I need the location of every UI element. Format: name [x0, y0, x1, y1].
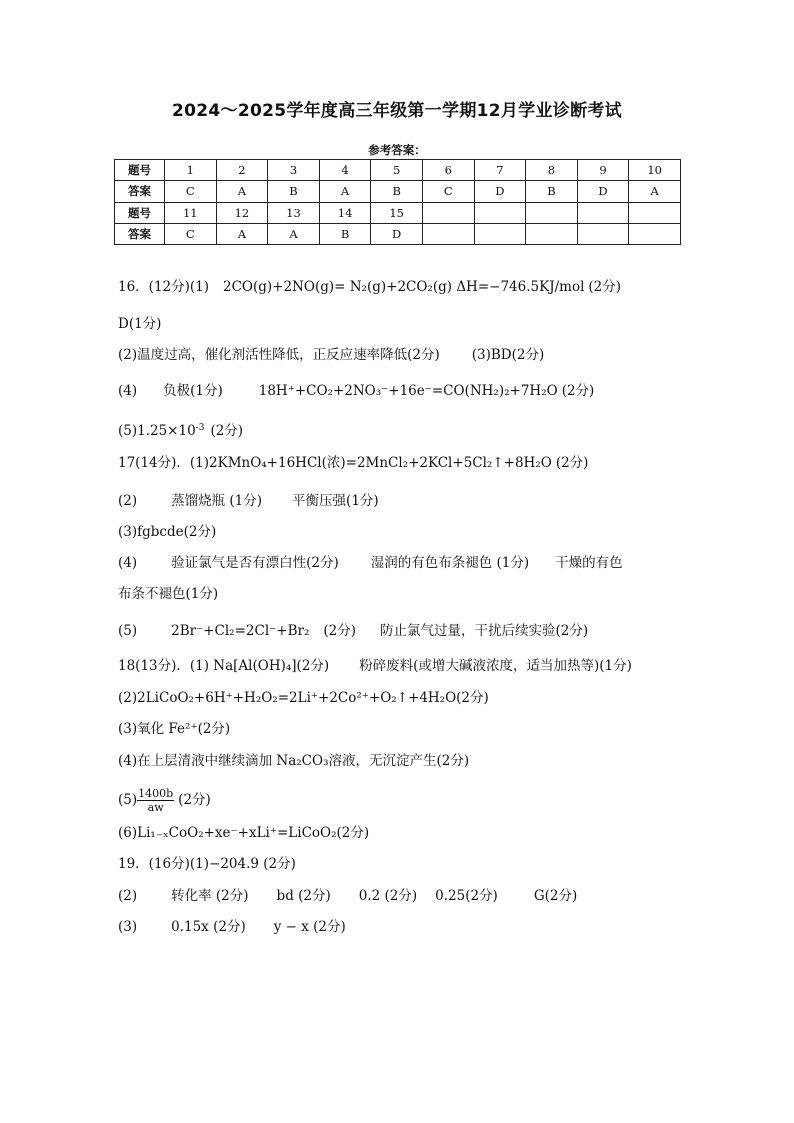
row-label-answer: 答案: [115, 223, 165, 244]
q17-part4-label: (4): [118, 555, 138, 571]
q16-line4: [118, 381, 594, 401]
q18-part1-b: 粉碎废料(或增大碱液浓度，适当加热等)(1分): [359, 658, 632, 674]
table-cell: [629, 202, 681, 223]
q19-part3-b: y − x (2分): [273, 919, 346, 935]
page-title: 2024～2025学年度高三年级第一学期12月学业诊断考试: [172, 101, 622, 121]
table-cell: 13: [268, 202, 320, 223]
row-label-question: 题号: [115, 202, 165, 223]
table-cell: 3: [268, 160, 320, 181]
table-cell: C: [422, 181, 474, 202]
table-cell: 4: [319, 160, 371, 181]
q17-line1: [118, 453, 588, 473]
q17-part4-c: 干燥的有色: [555, 555, 623, 571]
q17-part2-b: 平衡压强(1分): [292, 493, 379, 509]
q19-line3: [118, 917, 346, 937]
q18-part5-label: (5): [118, 792, 138, 808]
table-cell: B: [319, 223, 371, 244]
q16-line1: [118, 277, 621, 297]
table-cell: 5: [371, 160, 423, 181]
table-cell: D: [577, 181, 629, 202]
table-cell: D: [371, 223, 423, 244]
table-cell: C: [165, 181, 217, 202]
fraction-numerator: 1400b: [138, 787, 174, 800]
table-cell: A: [629, 181, 681, 202]
q18-part5-score: (2分): [178, 792, 211, 808]
table-cell: B: [268, 181, 320, 202]
q18-line1: [118, 656, 632, 676]
q17-part4-b: 湿润的有色布条褪色 (1分): [370, 555, 530, 571]
q17-part2-label: (2): [118, 493, 138, 509]
q17-line4: [118, 553, 623, 573]
q16-part5-score: (2分): [210, 423, 244, 439]
table-cell: [577, 223, 629, 244]
q16-part4-equation: 18H⁺+CO₂+2NO₃⁻+16e⁻=CO(NH₂)₂+7H₂O: [258, 383, 558, 399]
q16-heading: 16．(12分)(1): [118, 279, 210, 295]
q16-line2: D(1分): [118, 316, 162, 332]
answer-table: [114, 159, 681, 245]
table-row-question-2: [115, 202, 681, 223]
q17-equation: 2KMnO₄+16HCl(浓)=2MnCl₂+2KCl+5Cl₂↑+8H₂O: [209, 455, 552, 471]
table-cell: B: [371, 181, 423, 202]
q16-equation-score: (2分): [588, 279, 622, 295]
q16-part2: (2)温度过高，催化剂活性降低，正反应速率降低(2分): [118, 347, 440, 363]
table-cell: [526, 223, 578, 244]
table-cell: C: [165, 223, 217, 244]
row-label-question: 题号: [115, 160, 165, 181]
table-row-question-1: [115, 160, 681, 181]
table-cell: [629, 223, 681, 244]
q17-part5-score: (2分): [323, 623, 356, 639]
table-cell: [474, 202, 526, 223]
table-cell: [577, 202, 629, 223]
table-cell: 7: [474, 160, 526, 181]
q17-line2: [118, 491, 379, 511]
table-cell: B: [526, 181, 578, 202]
q17-part2-a: 蒸馏烧瓶 (1分): [171, 493, 263, 509]
q18-line2: (2)2LiCoO₂+6H⁺+H₂O₂=2Li⁺+2Co²⁺+O₂↑+4H₂O(2分): [118, 690, 489, 706]
q19-part2-a: 转化率 (2分): [171, 888, 249, 904]
table-row-answer-1: [115, 181, 681, 202]
table-cell: [474, 223, 526, 244]
q18-line4: (4)在上层清液中继续滴加 Na₂CO₃溶液，无沉淀产生(2分): [118, 753, 470, 769]
q19-part3-label: (3): [118, 919, 138, 935]
fraction-denominator: aw: [147, 801, 164, 814]
table-cell: [422, 202, 474, 223]
table-cell: A: [268, 223, 320, 244]
q18-line5: [118, 787, 211, 814]
q18-heading: 18(13分)．(1) Na[Al(OH)₄](2分): [118, 658, 330, 674]
row-label-answer: 答案: [115, 181, 165, 202]
q16-part5: (5)1.25×10: [118, 423, 196, 439]
q19-part2-c: 0.2 (2分): [358, 888, 418, 904]
q17-equation-score: (2分): [555, 455, 589, 471]
table-cell: 14: [319, 202, 371, 223]
q16-part4-label: (4): [118, 383, 138, 399]
q17-part5-equation: 2Br⁻+Cl₂=2Cl⁻+Br₂: [171, 623, 310, 639]
table-cell: A: [319, 181, 371, 202]
q19-line1: 19．(16分)(1)−204.9 (2分): [118, 856, 296, 872]
table-cell: [422, 223, 474, 244]
table-cell: 6: [422, 160, 474, 181]
q16-line3: [118, 345, 544, 365]
q19-part3-a: 0.15x (2分): [171, 919, 246, 935]
table-row-answer-2: [115, 223, 681, 244]
q16-equation: 2CO(g)+2NO(g)= N₂(g)+2CO₂(g) ΔH=−746.5KJ/mol: [223, 279, 585, 295]
q19-part2-d: 0.25(2分): [435, 888, 498, 904]
q17-line5: 布条不褪色(1分): [118, 586, 219, 602]
table-cell: 11: [165, 202, 217, 223]
table-cell: 2: [216, 160, 268, 181]
q19-part2-e: G(2分): [533, 888, 578, 904]
q18-fraction: [137, 787, 174, 814]
table-cell: 8: [526, 160, 578, 181]
q17-line6: [118, 621, 588, 641]
q19-line2: [118, 886, 577, 906]
q19-part2-label: (2): [118, 888, 138, 904]
q16-part4-text: 负极(1分): [163, 383, 223, 399]
q17-line3: (3)fgbcde(2分): [118, 524, 217, 540]
q19-part2-b: bd (2分): [276, 888, 331, 904]
answer-key-heading: 参考答案：: [368, 143, 426, 157]
table-cell: 15: [371, 202, 423, 223]
table-cell: 9: [577, 160, 629, 181]
q16-part5-exponent: -3: [195, 423, 205, 433]
q17-part5-b: 防止氯气过量，干扰后续实验(2分): [379, 623, 589, 639]
q17-part5-label: (5): [118, 623, 138, 639]
table-cell: A: [216, 223, 268, 244]
q16-part3: (3)BD(2分): [471, 347, 545, 363]
q18-line3: (3)氧化 Fe²⁺(2分): [118, 721, 231, 737]
q17-heading: 17(14分)．(1): [118, 455, 210, 471]
table-cell: 1: [165, 160, 217, 181]
q18-line6: (6)Li₁₋ₓCoO₂+xe⁻+xLi⁺=LiCoO₂(2分): [118, 825, 370, 841]
q17-part4-a: 验证氯气是否有漂白性(2分): [171, 555, 339, 571]
table-cell: [526, 202, 578, 223]
q16-line5: [118, 418, 243, 441]
table-cell: 12: [216, 202, 268, 223]
table-cell: D: [474, 181, 526, 202]
table-cell: A: [216, 181, 268, 202]
q16-part4-score: (2分): [561, 383, 595, 399]
table-cell: 10: [629, 160, 681, 181]
